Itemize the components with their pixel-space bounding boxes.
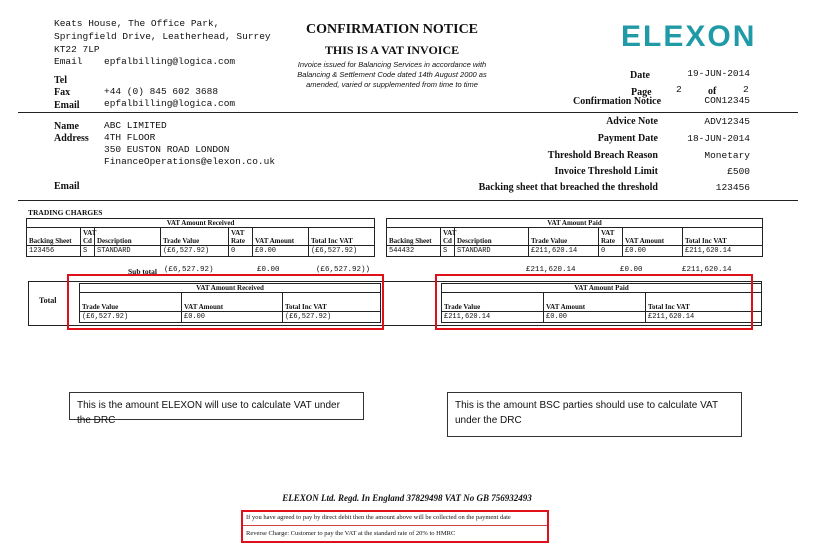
cell-trade-value: (£6,527.92) xyxy=(161,246,229,257)
page-of: of xyxy=(708,86,717,97)
sender-email-label: Email xyxy=(54,56,83,67)
advice-note-value: ADV12345 xyxy=(704,116,750,127)
table-header-row xyxy=(27,228,375,246)
confirmation-notice-label: Confirmation Notice xyxy=(573,96,662,107)
col-header-total-inc-vat: Total Inc VAT xyxy=(309,228,375,246)
recipient-address-line: 350 EUSTON ROAD LONDON xyxy=(104,144,230,155)
col-header-backing-sheet: Backing Sheet xyxy=(27,228,81,246)
address-label: Address xyxy=(54,133,89,144)
recipient-address-line: FinanceOperations@elexon.co.uk xyxy=(104,156,276,167)
table-row xyxy=(27,246,375,257)
cell-backing-sheet: 123456 xyxy=(27,246,81,257)
col-header-vat-rate: VAT Rate xyxy=(229,228,253,246)
cell-vat-amount: £0.00 xyxy=(544,312,646,323)
footer-registration: ELEXON Ltd. Regd. In England 37829498 VAT No GB 756932493 xyxy=(282,493,532,503)
totals-paid-header: VAT Amount Paid xyxy=(442,284,762,293)
table-header-row xyxy=(387,219,763,228)
subtotal-received-trade-value: (£6,527.92) xyxy=(164,266,214,274)
recipient-email-label: Email xyxy=(54,181,80,192)
cell-backing-sheet: 544432 xyxy=(387,246,441,257)
cell-vat-amount: £0.00 xyxy=(623,246,683,257)
subtotal-paid-total: £211,620.14 xyxy=(682,266,732,274)
col-header-trade-value: Trade Value xyxy=(80,293,182,312)
recipient-address xyxy=(104,132,275,168)
cell-vat-amount: £0.00 xyxy=(253,246,309,257)
divider xyxy=(18,200,798,201)
subtotal-received-vat-amount: £0.00 xyxy=(257,266,280,274)
cell-trade-value: £211,620.14 xyxy=(442,312,544,323)
subtotal-label: Sub total xyxy=(128,267,157,276)
sender-address-line: Keats House, The Office Park, xyxy=(54,18,220,29)
col-header-total-inc-vat: Total Inc VAT xyxy=(646,293,762,312)
table-header-row xyxy=(27,219,375,228)
col-header-vat-cd: VAT Cd xyxy=(81,228,95,246)
recipient-address-line: 4TH FLOOR xyxy=(104,132,156,143)
col-header-vat-amount: VAT Amount xyxy=(544,293,646,312)
elexon-logo: ELEXON xyxy=(621,20,757,53)
footer-line-direct-debit: If you have agreed to pay by direct debit then the amount above will be collected on the payment date xyxy=(246,514,511,521)
highlight-received-totals xyxy=(67,274,384,330)
cell-total-inc-vat: £211,620.14 xyxy=(683,246,763,257)
received-group-header: VAT Amount Received xyxy=(27,219,375,228)
cell-vat-cd: S xyxy=(81,246,95,257)
cell-trade-value: (£6,527.92) xyxy=(80,312,182,323)
page-total: 2 xyxy=(743,84,749,95)
col-header-description: Description xyxy=(95,228,161,246)
col-header-trade-value: Trade Value xyxy=(442,293,544,312)
sender-address-line: Springfield Drive, Leatherhead, Surrey xyxy=(54,31,271,42)
name-label: Name xyxy=(54,121,79,132)
threshold-reason-label: Threshold Breach Reason xyxy=(547,150,658,161)
confirmation-notice-value: CON12345 xyxy=(704,95,750,106)
col-header-description: Description xyxy=(455,228,529,246)
totals-received-header: VAT Amount Received xyxy=(80,284,381,293)
col-header-vat-amount: VAT Amount xyxy=(182,293,283,312)
cell-total-inc-vat: £211,620.14 xyxy=(646,312,762,323)
col-header-total-inc-vat: Total Inc VAT xyxy=(283,293,381,312)
cell-total-inc-vat: (£6,527.92) xyxy=(283,312,381,323)
totals-left-border xyxy=(28,281,29,326)
notice-issued-line: Invoice issued for Balancing Services in accordance with xyxy=(297,60,487,69)
subtotal-paid-vat-amount: £0.00 xyxy=(620,266,643,274)
cell-vat-amount: £0.00 xyxy=(182,312,283,323)
name-value: ABC LIMITED xyxy=(104,120,167,131)
received-charges-table xyxy=(26,218,375,257)
page-label: Page xyxy=(631,87,652,98)
fax-value: +44 (0) 845 602 3688 xyxy=(104,86,219,97)
email2-label: Email xyxy=(54,100,80,111)
trading-charges-title: TRADING CHARGES xyxy=(28,208,103,217)
cell-description: STANDARD xyxy=(455,246,529,257)
notice-issued-text xyxy=(285,60,499,90)
sender-email-value: epfalbilling@logica.com xyxy=(104,56,236,67)
col-header-vat-cd: VAT Cd xyxy=(441,228,455,246)
threshold-reason-value: Monetary xyxy=(704,150,750,161)
backing-breach-label: Backing sheet that breached the threshold xyxy=(478,182,658,193)
table-header-row xyxy=(387,228,763,246)
subtotal-paid-trade-value: £211,620.14 xyxy=(526,266,576,274)
footer-divider xyxy=(243,525,547,526)
threshold-limit-value: £500 xyxy=(727,166,750,177)
cell-trade-value: £211,620.14 xyxy=(529,246,599,257)
email2-value: epfalbilling@logica.com xyxy=(104,98,236,109)
col-header-vat-rate: VAT Rate xyxy=(599,228,623,246)
payment-date-label: Payment Date xyxy=(597,133,658,144)
cell-vat-rate: 0 xyxy=(229,246,253,257)
date-label: Date xyxy=(630,70,650,81)
tel-label: Tel xyxy=(54,75,67,86)
footer-line-reverse-charge: Reverse Charge: Customer to pay the VAT at the standard rate of 20% to HMRC xyxy=(246,530,456,537)
notice-issued-line: amended, varied or supplemented from time to time xyxy=(306,80,478,89)
notice-title: CONFIRMATION NOTICE xyxy=(305,22,479,37)
cell-description: STANDARD xyxy=(95,246,161,257)
threshold-limit-label: Invoice Threshold Limit xyxy=(554,166,658,177)
advice-note-label: Advice Note xyxy=(606,116,658,127)
fax-label: Fax xyxy=(54,87,71,98)
backing-breach-value: 123456 xyxy=(715,182,750,193)
col-header-vat-amount: VAT Amount xyxy=(253,228,309,246)
col-header-vat-amount: VAT Amount xyxy=(623,228,683,246)
col-header-trade-value: Trade Value xyxy=(161,228,229,246)
col-header-trade-value: Trade Value xyxy=(529,228,599,246)
cell-vat-rate: 0 xyxy=(599,246,623,257)
sender-address-line: KT22 7LP xyxy=(54,44,100,55)
notice-issued-line: Balancing & Settlement Code dated 14th August 2000 as xyxy=(297,70,487,79)
annotation-left: This is the amount ELEXON will use to calculate VAT under the DRC xyxy=(69,392,364,420)
payment-date-value: 18-JUN-2014 xyxy=(687,133,750,144)
highlight-paid-totals xyxy=(435,274,753,330)
notice-subtitle: THIS IS A VAT INVOICE xyxy=(324,43,460,57)
page-number: 2 xyxy=(676,84,682,95)
col-header-total-inc-vat: Total Inc VAT xyxy=(683,228,763,246)
divider xyxy=(18,112,798,113)
cell-total-inc-vat: (£6,527.92) xyxy=(309,246,375,257)
subtotal-received-total: (£6,527.92)) xyxy=(316,266,371,274)
paid-charges-table xyxy=(386,218,763,257)
date-value: 19-JUN-2014 xyxy=(687,68,750,79)
sender-address xyxy=(54,17,271,56)
totals-label: Total xyxy=(39,296,57,305)
cell-vat-cd: S xyxy=(441,246,455,257)
col-header-backing-sheet: Backing Sheet xyxy=(387,228,441,246)
annotation-right: This is the amount BSC parties should use to calculate VAT under the DRC xyxy=(447,392,742,437)
table-row xyxy=(387,246,763,257)
paid-group-header: VAT Amount Paid xyxy=(387,219,763,228)
